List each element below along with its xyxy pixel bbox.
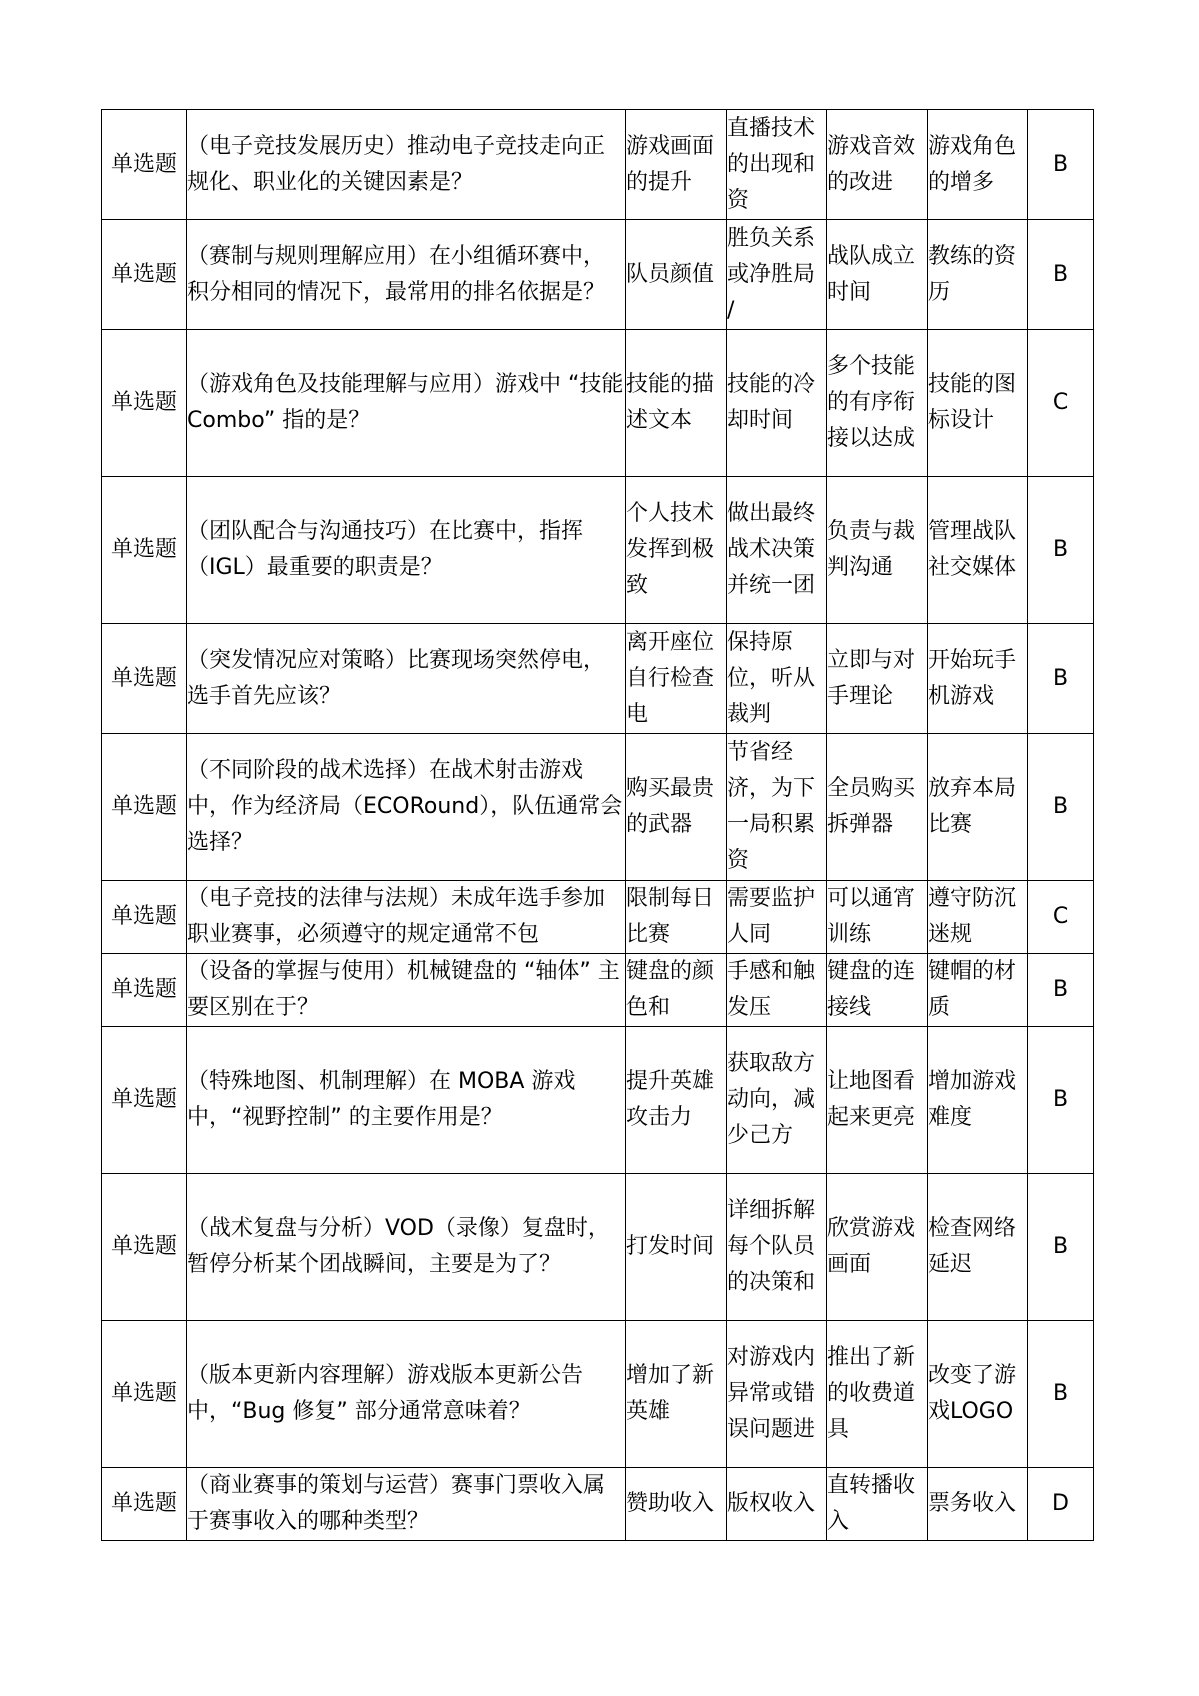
option-d-cell [928,1027,1028,1174]
question-text-cell [187,881,626,954]
option-text: 游戏角色的增多 [928,133,1017,195]
option-text: 技能的冷却时间 [727,372,816,433]
option-b-cell [727,1321,827,1468]
answer-cell: B [1028,624,1094,734]
option-b-cell [727,734,827,881]
option-d-cell [928,220,1028,330]
question-text: （商业赛事的策划与运营）赛事门票收入属于赛事收入的哪种类型？ [187,1473,606,1534]
option-a-cell [626,734,727,881]
option-c-cell [827,624,928,734]
answer-cell: B [1028,477,1094,624]
option-d-cell [928,881,1028,954]
question-type-cell: 单选题 [102,110,187,220]
option-c-cell [827,1321,928,1468]
question-table [101,109,1094,1541]
question-type-cell: 单选题 [102,477,187,624]
option-text: 直播技术的出现和资 [727,115,816,213]
option-text: 保持原位，听从裁判 [727,629,816,727]
question-text-cell [187,1468,626,1541]
answer-cell: D [1028,1468,1094,1541]
option-text: 游戏画面的提升 [626,133,715,195]
option-text: 遵守防沉迷规 [928,886,1017,947]
option-text: 战队成立时间 [827,243,916,305]
option-text: 开始玩手机游戏 [928,647,1017,709]
question-text: （团队配合与沟通技巧）在比赛中，指挥（IGL）最重要的职责是？ [187,519,584,580]
option-b-cell [727,954,827,1027]
option-a-cell [626,881,727,954]
option-text: 改变了游戏LOGO [928,1363,1017,1424]
option-text: 手感和触发压 [727,959,816,1020]
question-text: （特殊地图、机制理解）在 MOBA 游戏中，“视野控制” 的主要作用是？ [187,1069,576,1130]
question-type-cell: 单选题 [102,1321,187,1468]
option-text: 节省经济，为下一局积累资 [727,740,816,873]
option-d-cell [928,330,1028,477]
option-text: 键帽的材质 [928,959,1017,1020]
question-text-cell [187,220,626,330]
table-row [102,110,1094,220]
option-text: 检查网络延迟 [928,1216,1017,1277]
question-text: （战术复盘与分析）VOD（录像）复盘时，暂停分析某个团战瞬间，主要是为了？ [187,1216,610,1277]
question-text: （版本更新内容理解）游戏版本更新公告中，“Bug 修复” 部分通常意味着？ [187,1363,584,1424]
option-text: 个人技术发挥到极致 [626,501,715,598]
option-c-cell [827,881,928,954]
option-b-cell [727,330,827,477]
option-text: 票务收入 [928,1491,1017,1516]
question-text: （电子竞技发展历史）推动电子竞技走向正规化、职业化的关键因素是？ [187,133,606,195]
option-c-cell [827,734,928,881]
question-text-cell [187,1027,626,1174]
table-row [102,1468,1094,1541]
option-b-cell [727,1468,827,1541]
option-text: 提升英雄攻击力 [626,1069,715,1130]
table-row [102,954,1094,1027]
answer-cell: B [1028,1027,1094,1174]
option-text: 获取敌方动向，减少己方 [727,1051,816,1148]
answer-cell: B [1028,110,1094,220]
question-type-cell: 单选题 [102,734,187,881]
table-row [102,734,1094,881]
option-d-cell [928,734,1028,881]
option-a-cell [626,220,727,330]
table-row [102,1174,1094,1321]
question-type-cell: 单选题 [102,1174,187,1321]
option-b-cell [727,881,827,954]
option-text: 增加游戏难度 [928,1069,1017,1130]
table-row [102,330,1094,477]
option-a-cell [626,954,727,1027]
option-d-cell [928,954,1028,1027]
option-text: 离开座位自行检查电 [626,629,715,727]
option-text: 胜负关系或净胜局 / [727,225,816,323]
option-text: 增加了新英雄 [626,1363,715,1424]
option-d-cell [928,1174,1028,1321]
table-row [102,1321,1094,1468]
question-text: （设备的掌握与使用）机械键盘的 “轴体” 主要区别在于？ [187,959,620,1020]
option-text: 直转播收入 [827,1473,916,1534]
option-text: 全员购买拆弹器 [827,776,916,837]
option-a-cell [626,1027,727,1174]
option-a-cell [626,477,727,624]
option-d-cell [928,1321,1028,1468]
option-b-cell [727,624,827,734]
option-text: 技能的描述文本 [626,372,715,433]
option-c-cell [827,110,928,220]
question-text-cell [187,734,626,881]
option-text: 让地图看起来更亮 [827,1069,916,1130]
option-text: 队员颜值 [626,261,715,287]
option-a-cell [626,1321,727,1468]
question-text: （游戏角色及技能理解与应用）游戏中 “技能 Combo” 指的是？ [187,372,624,433]
answer-cell: C [1028,330,1094,477]
option-text: 赞助收入 [626,1491,715,1516]
option-c-cell [827,1027,928,1174]
option-text: 需要监护人同 [727,886,816,947]
question-type-cell: 单选题 [102,881,187,954]
option-c-cell [827,1468,928,1541]
option-text: 教练的资历 [928,243,1017,305]
option-c-cell [827,330,928,477]
answer-cell: B [1028,220,1094,330]
question-text: （不同阶段的战术选择）在战术射击游戏中，作为经济局（ECORound），队伍通常会选择？ [187,758,623,855]
question-text-cell [187,624,626,734]
option-text: 键盘的连接线 [827,959,916,1020]
table-row [102,220,1094,330]
question-text-cell [187,954,626,1027]
option-text: 立即与对手理论 [827,647,916,709]
option-a-cell [626,1174,727,1321]
option-b-cell [727,1027,827,1174]
option-text: 负责与裁判沟通 [827,519,916,580]
question-type-cell: 单选题 [102,954,187,1027]
option-text: 打发时间 [626,1234,715,1259]
option-c-cell [827,954,928,1027]
question-type-cell: 单选题 [102,1468,187,1541]
option-text: 多个技能的有序衔接以达成 [827,354,916,451]
question-text-cell [187,330,626,477]
option-b-cell [727,477,827,624]
question-table-body [102,110,1094,1541]
answer-cell: B [1028,954,1094,1027]
option-text: 技能的图标设计 [928,372,1017,433]
option-b-cell [727,110,827,220]
option-d-cell [928,624,1028,734]
option-b-cell [727,220,827,330]
option-d-cell [928,110,1028,220]
option-c-cell [827,220,928,330]
option-c-cell [827,1174,928,1321]
answer-cell: B [1028,1174,1094,1321]
table-row [102,477,1094,624]
option-text: 推出了新的收费道具 [827,1345,916,1442]
question-text: （突发情况应对策略）比赛现场突然停电，选手首先应该？ [187,647,606,709]
option-text: 限制每日比赛 [626,886,715,947]
question-text-cell [187,477,626,624]
option-a-cell [626,1468,727,1541]
option-text: 购买最贵的武器 [626,776,715,837]
option-text: 对游戏内异常或错误问题进 [727,1345,816,1442]
question-text-cell [187,1174,626,1321]
option-a-cell [626,624,727,734]
option-text: 管理战队社交媒体 [928,519,1017,580]
option-text: 版权收入 [727,1491,816,1516]
option-b-cell [727,1174,827,1321]
option-text: 详细拆解每个队员的决策和 [727,1198,816,1295]
option-text: 做出最终战术决策并统一团 [727,501,816,598]
question-type-cell: 单选题 [102,330,187,477]
question-type-cell: 单选题 [102,624,187,734]
question-text: （电子竞技的法律与法规）未成年选手参加职业赛事，必须遵守的规定通常不包 [187,886,606,947]
option-c-cell [827,477,928,624]
option-text: 放弃本局比赛 [928,776,1017,837]
question-text-cell [187,1321,626,1468]
option-text: 键盘的颜色和 [626,959,715,1020]
answer-cell: B [1028,734,1094,881]
option-text: 可以通宵训练 [827,886,916,947]
option-text: 欣赏游戏画面 [827,1216,916,1277]
table-row [102,624,1094,734]
option-d-cell [928,1468,1028,1541]
table-row [102,881,1094,954]
answer-cell: C [1028,881,1094,954]
table-row [102,1027,1094,1174]
option-a-cell [626,110,727,220]
question-type-cell: 单选题 [102,1027,187,1174]
question-text-cell [187,110,626,220]
option-text: 游戏音效的改进 [827,133,916,195]
option-d-cell [928,477,1028,624]
answer-cell: B [1028,1321,1094,1468]
question-text: （赛制与规则理解应用）在小组循环赛中，积分相同的情况下，最常用的排名依据是？ [187,243,606,305]
question-type-cell: 单选题 [102,220,187,330]
option-a-cell [626,330,727,477]
